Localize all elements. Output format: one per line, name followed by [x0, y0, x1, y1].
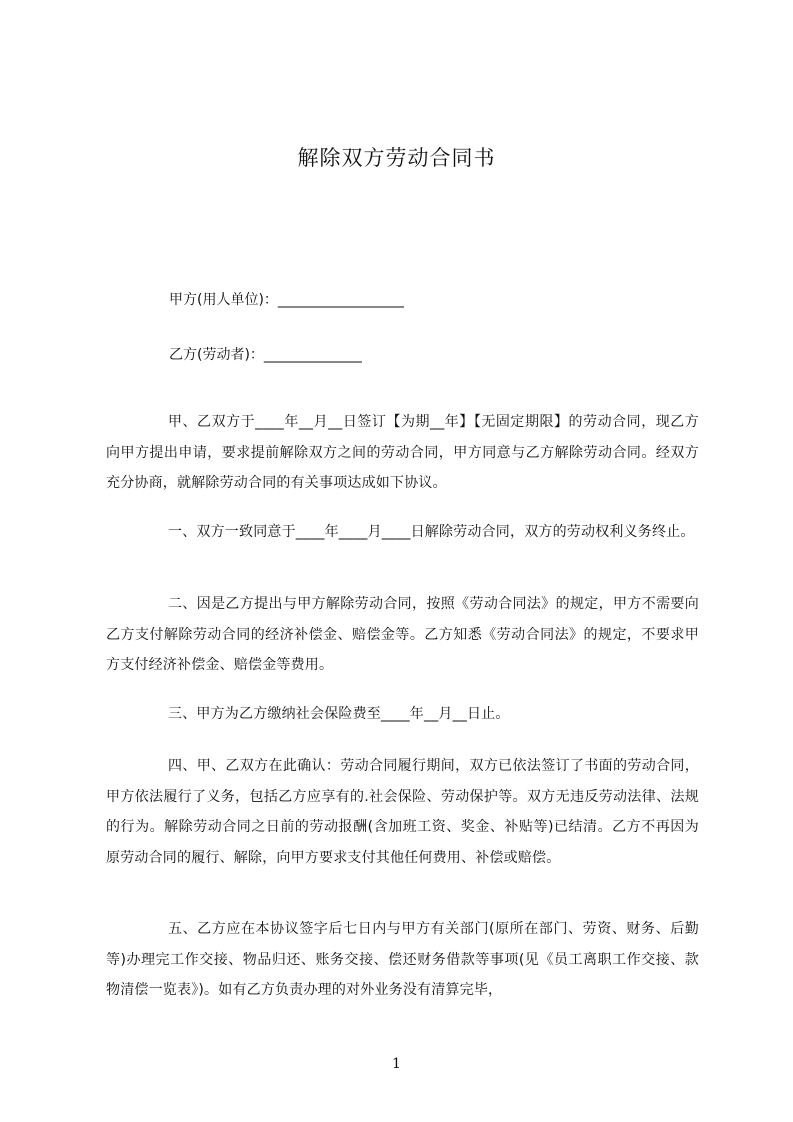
- clause-1-paragraph: 一、双方一致同意于____年____月____日解除劳动合同，双方的劳动权利义务终止。: [168, 524, 695, 540]
- clause-4-paragraph: 四、甲、乙双方在此确认：劳动合同履行期间，双方已依法签订了书面的劳动合同，甲方依法履行了义务，包括乙方应享有的.社会保险、劳动保护等。双方无违反劳动法律、法规的行为。解除劳动合同之日前的劳动报酬(含加班工资、奖金、补贴等)已结清。乙方不再因为原劳动合同的履行、解除，向甲方要求支付其他任何费用、补偿或赔偿。: [106, 758, 699, 866]
- page-number: 1: [392, 1056, 401, 1072]
- clause-5-paragraph: 五、乙方应在本协议签字后七日内与甲方有关部门(原所在部门、劳资、财务、后勤等)办理完工作交接、物品归还、账务交接、偿还财务借款等事项(见《员工离职工作交接、款物清偿一览表》)。如有乙方负责办理的对外业务没有清算完毕，: [106, 921, 699, 998]
- intro-paragraph: 甲、乙双方于____年__月__日签订【为期__年】【无固定期限】的劳动合同，现乙方向甲方提出申请，要求提前解除双方之间的劳动合同，甲方同意与乙方解除劳动合同。经双方充分协商，就解除劳动合同的有关事项达成如下协议。: [106, 414, 699, 491]
- document-title: 解除双方劳动合同书: [297, 146, 496, 170]
- party-a-field: 甲方(用人单位)：__________________: [169, 292, 404, 308]
- party-b-field: 乙方(劳动者)：______________: [169, 347, 362, 363]
- clause-2-paragraph: 二、因是乙方提出与甲方解除劳动合同，按照《劳动合同法》的规定，甲方不需要向乙方支付解除劳动合同的经济补偿金、赔偿金等。乙方知悉《劳动合同法》的规定，不要求甲方支付经济补偿金、赔偿金等费用。: [106, 596, 699, 673]
- clause-3-paragraph: 三、甲方为乙方缴纳社会保险费至____年__月__日止。: [168, 706, 510, 722]
